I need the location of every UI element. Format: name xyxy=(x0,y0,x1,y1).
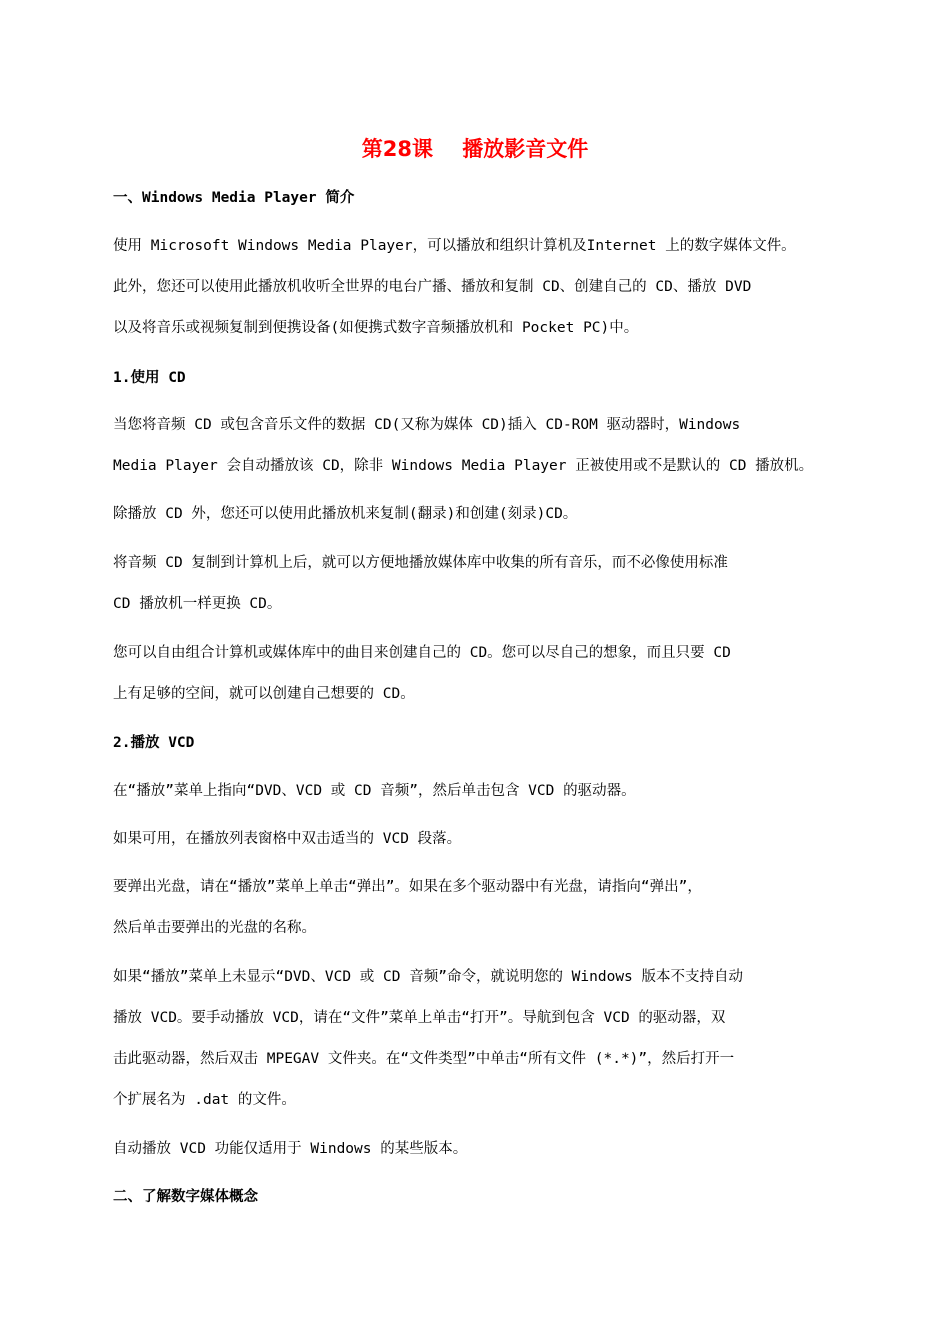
intro-line: 使用 Microsoft Windows Media Player，可以播放和组织计算机及Internet 上的数字媒体文件。 xyxy=(113,238,796,254)
cd-p4-line: 您可以自由组合计算机或媒体库中的曲目来创建自己的 CD。您可以尽自己的想象，而且只要 CD xyxy=(113,645,731,661)
vcd-paragraph-2 xyxy=(113,819,843,860)
vcd-p5-line: 自动播放 VCD 功能仅适用于 Windows 的某些版本。 xyxy=(113,1141,468,1157)
subheading-use-cd: 1.使用 CD xyxy=(113,370,186,386)
vcd-paragraph-1 xyxy=(113,771,843,812)
cd-paragraph-2 xyxy=(113,494,843,535)
cd-paragraph-1 xyxy=(113,405,843,487)
cd-p1-line: 当您将音频 CD 或包含音乐文件的数据 CD(又称为媒体 CD)插入 CD-ROM 驱动器时，Windows xyxy=(113,417,741,433)
section-heading-wmp-intro: 一、Windows Media Player 简介 xyxy=(113,190,355,206)
cd-paragraph-3 xyxy=(113,543,843,625)
vcd-p4-line: 如果“播放”菜单上未显示“DVD、VCD 或 CD 音频”命令，就说明您的 Windows 版本不支持自动 xyxy=(113,969,744,985)
vcd-p4-line: 播放 VCD。要手动播放 VCD，请在“文件”菜单上单击“打开”。导航到包含 VCD 的驱动器，双 xyxy=(113,1010,726,1026)
vcd-p3-line: 要弹出光盘，请在“播放”菜单上单击“弹出”。如果在多个驱动器中有光盘，请指向“弹出”， xyxy=(113,879,702,895)
vcd-p4-line: 击此驱动器，然后双击 MPEGAV 文件夹。在“文件类型”中单击“所有文件 (*.*)”，然后打开一 xyxy=(113,1051,735,1067)
cd-p1-line: Media Player 会自动播放该 CD，除非 Windows Media Player 正被使用或不是默认的 CD 播放机。 xyxy=(113,458,814,474)
cd-paragraph-4 xyxy=(113,633,843,715)
vcd-paragraph-4 xyxy=(113,957,843,1121)
vcd-paragraph-5 xyxy=(113,1129,843,1170)
cd-p2-line: 除播放 CD 外，您还可以使用此播放机来复制(翻录)和创建(刻录)CD。 xyxy=(113,506,578,522)
vcd-p1-line: 在“播放”菜单上指向“DVD、VCD 或 CD 音频”，然后单击包含 VCD 的驱动器。 xyxy=(113,783,636,799)
subheading-play-vcd: 2.播放 VCD xyxy=(113,735,195,751)
cd-p3-line: CD 播放机一样更换 CD。 xyxy=(113,596,282,612)
vcd-p3-line: 然后单击要弹出的光盘的名称。 xyxy=(113,920,316,936)
intro-paragraph xyxy=(113,226,843,349)
vcd-p2-line: 如果可用，在播放列表窗格中双击适当的 VCD 段落。 xyxy=(113,831,462,847)
cd-p3-line: 将音频 CD 复制到计算机上后，就可以方便地播放媒体库中收集的所有音乐，而不必像使用标准 xyxy=(113,555,728,571)
cd-p4-line: 上有足够的空间，就可以创建自己想要的 CD。 xyxy=(113,686,415,702)
intro-line: 此外，您还可以使用此播放机收听全世界的电台广播、播放和复制 CD、创建自己的 CD、播放 DVD xyxy=(113,279,752,295)
intro-line: 以及将音乐或视频复制到便携设备(如便携式数字音频播放机和 Pocket PC)中。 xyxy=(113,320,639,336)
vcd-p4-line: 个扩展名为 .dat 的文件。 xyxy=(113,1092,296,1108)
vcd-paragraph-3 xyxy=(113,867,843,949)
lesson-title: 第28课 播放影音文件 xyxy=(361,137,589,161)
section-heading-digital-media: 二、了解数字媒体概念 xyxy=(113,1189,258,1205)
